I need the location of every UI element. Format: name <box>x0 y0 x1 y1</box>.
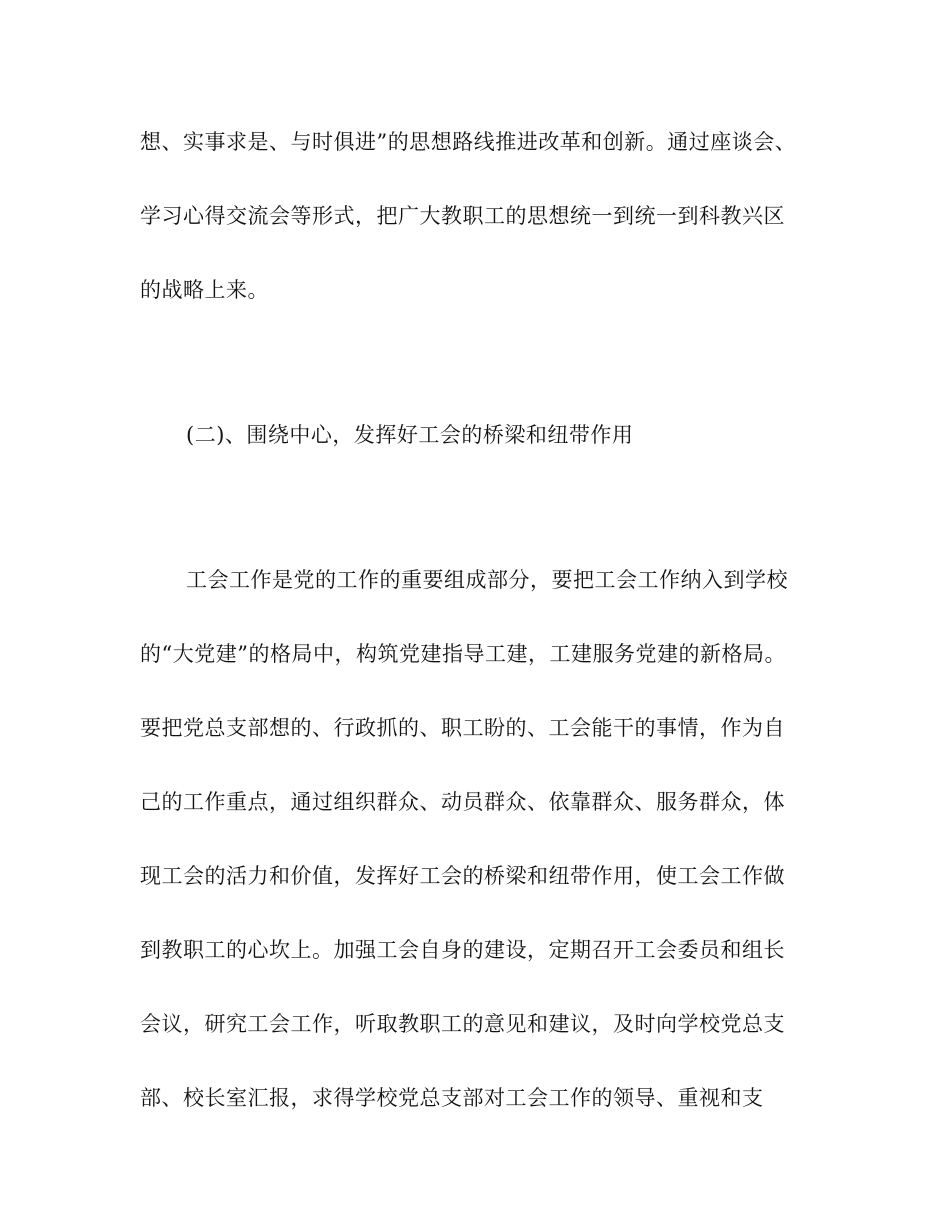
paragraph-line: 会议，研究工会工作，听取教职工的意见和建议，及时向学校党总支 <box>140 1012 785 1036</box>
paragraph-line: 要把党总支部想的、行政抓的、职工盼的、工会能干的事情，作为自 <box>140 716 785 740</box>
paragraph-line: 的战略上来。 <box>140 278 269 302</box>
paragraph-line: 工会工作是党的工作的重要组成部分，要把工会工作纳入到学校 <box>186 568 788 592</box>
paragraph-line: 部、校长室汇报，求得学校党总支部对工会工作的领导、重视和支 <box>140 1086 764 1110</box>
paragraph-line: 想、实事求是、与时俱进”的思想路线推进改革和创新。通过座谈会、 <box>140 130 797 154</box>
paragraph-line: 到教职工的心坎上。加强工会自身的建设，定期召开工会委员和组长 <box>140 938 785 962</box>
paragraph-line: 的“大党建”的格局中，构筑党建指导工建，工建服务党建的新格局。 <box>140 642 786 666</box>
paragraph-line: 己的工作重点，通过组织群众、动员群众、依靠群众、服务群众，体 <box>140 790 785 814</box>
section-heading: (二)、围绕中心，发挥好工会的桥梁和纽带作用 <box>186 423 634 447</box>
paragraph-line: 现工会的活力和价值，发挥好工会的桥梁和纽带作用，使工会工作做 <box>140 864 785 888</box>
paragraph-line: 学习心得交流会等形式，把广大教职工的思想统一到统一到科教兴区 <box>140 204 785 228</box>
